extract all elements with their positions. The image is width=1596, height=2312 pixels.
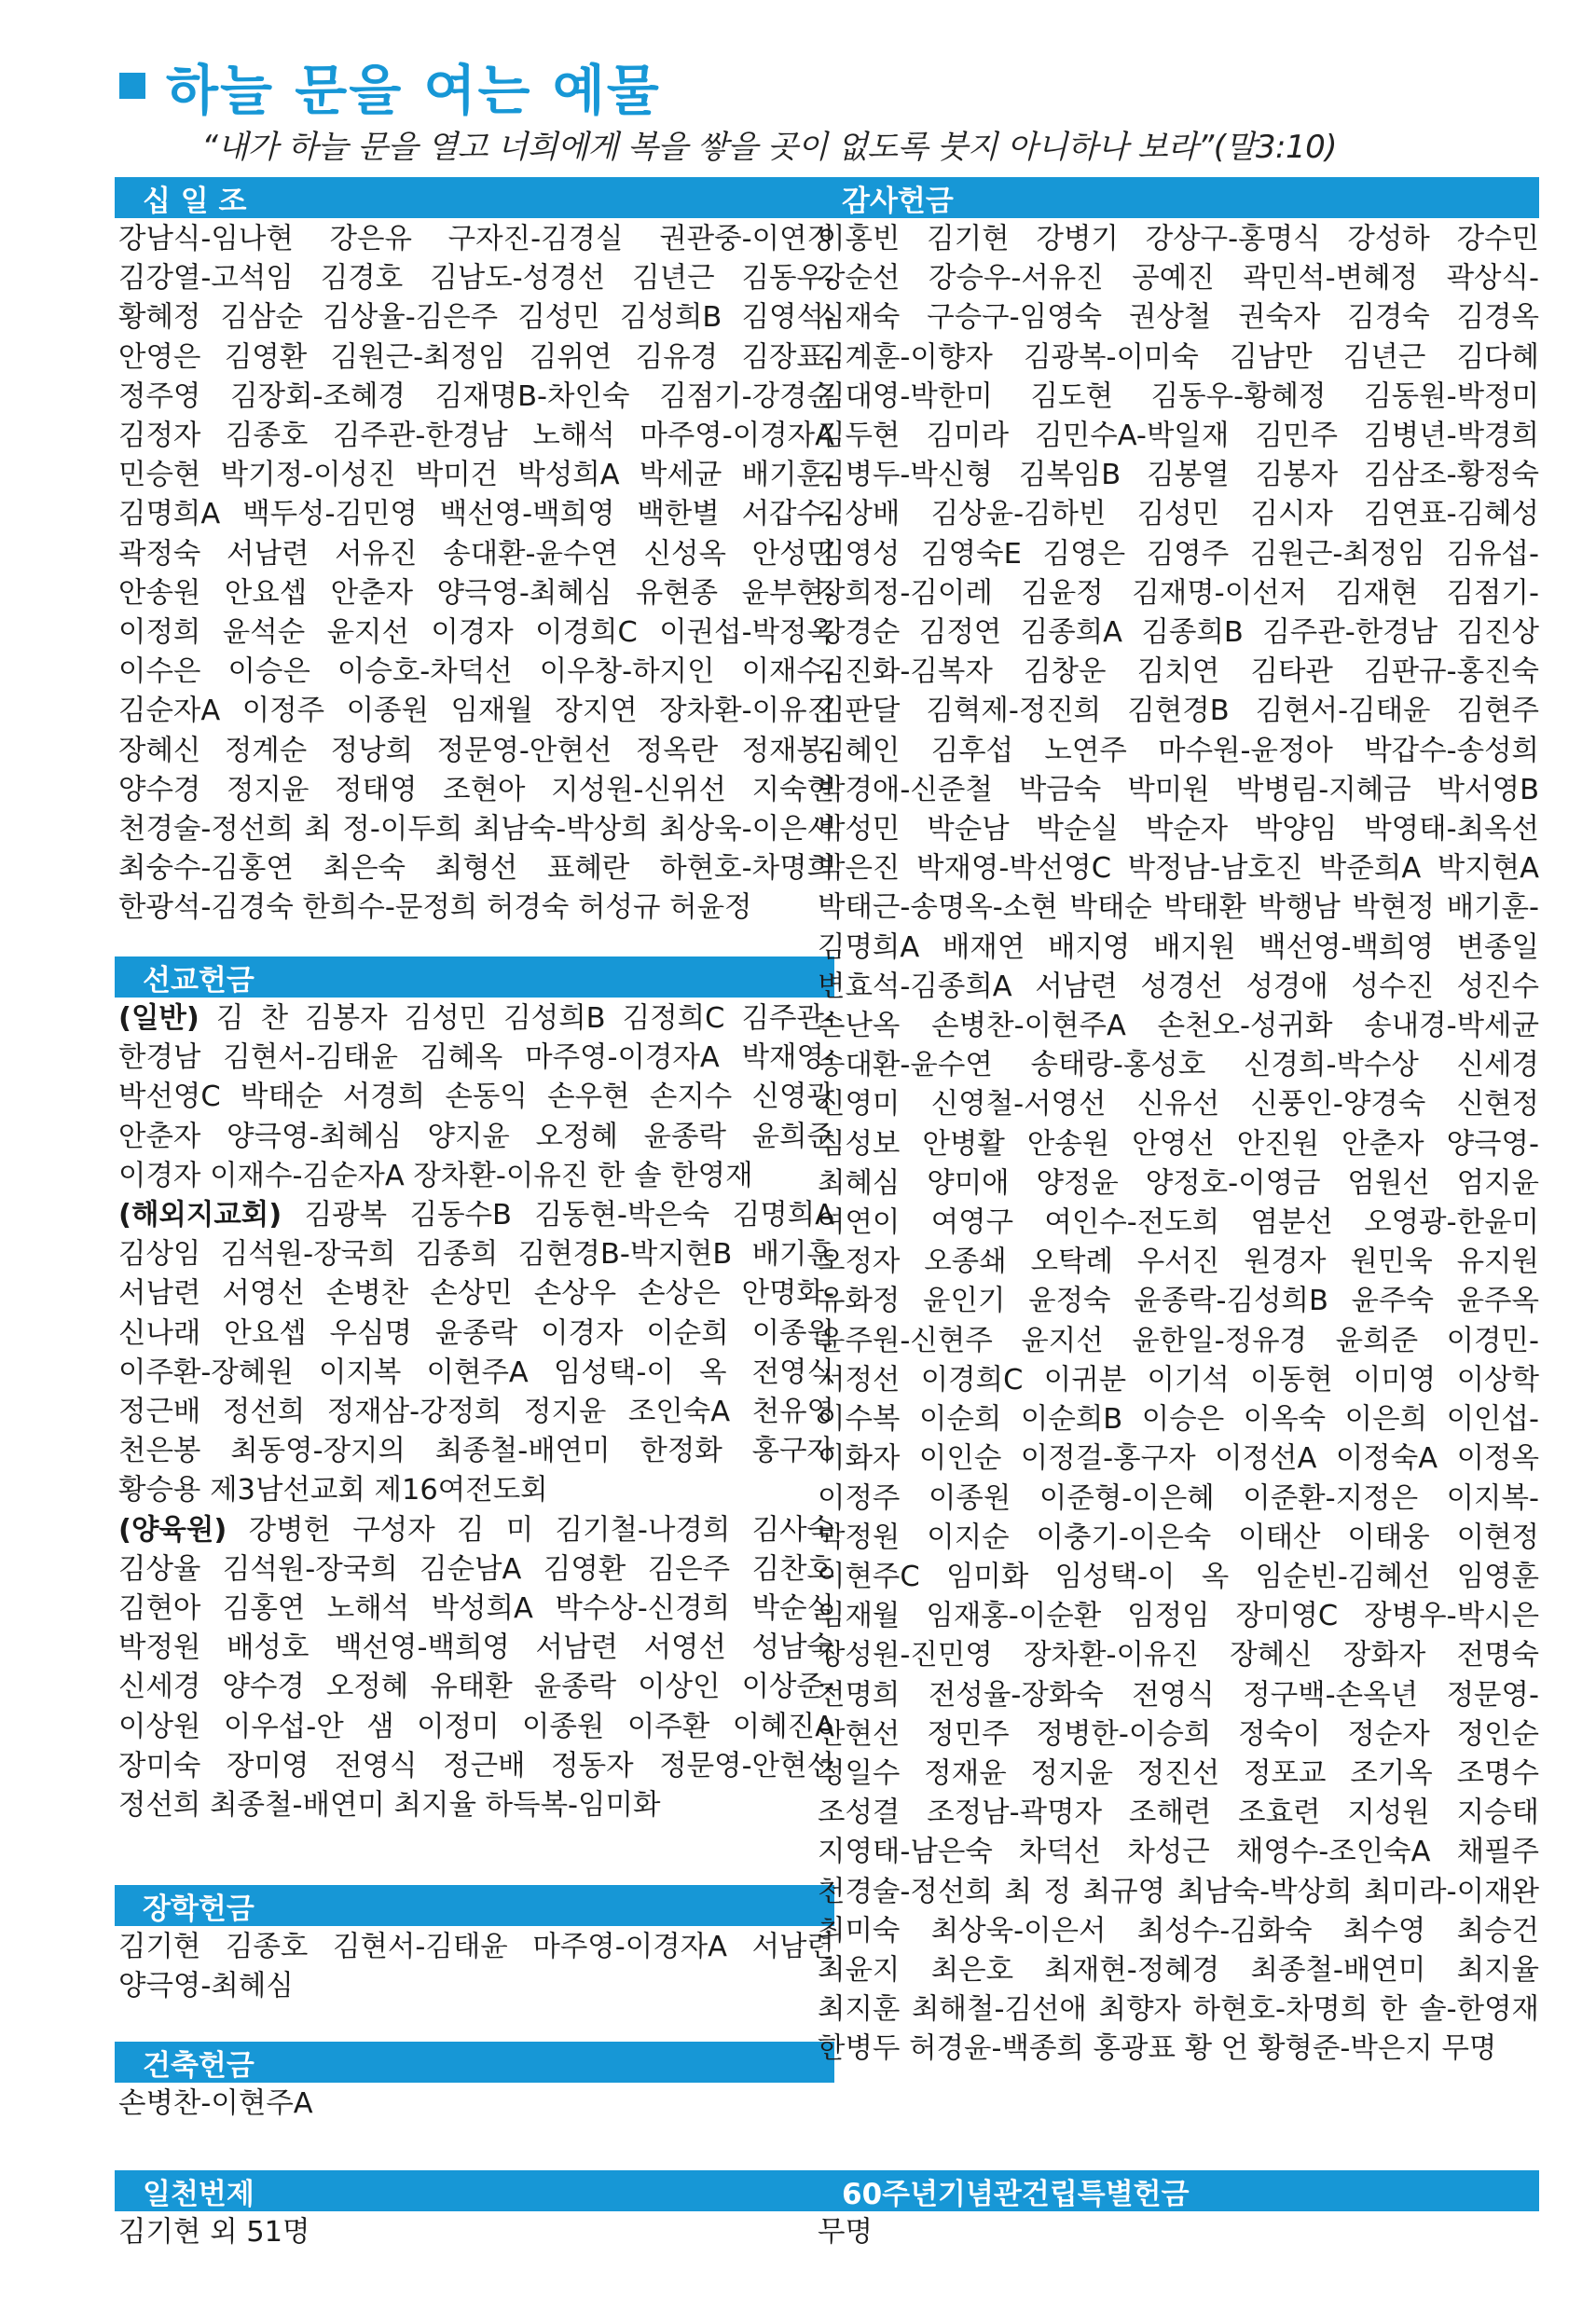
section-body-tithe: 강남식-임나현 강은유 구자진-김경실 권관중-이연경 김강열-고석임 김경호 김남도-성경선 김년근 김동우-황혜정 김삼순 김상율-김은주 김성민 김성희B 김영석-안영은 김영환 김원근-최정임 김위연 김유경 김장표-정주영 김장회-조혜경 김재명B-차인숙 김점기-강경순 김정자 김종호 김주관-한경남 노해석 마주영-이경자A 민승현 박기정-이성진 박미건 박성희A 박세균 배기훈-김명희A 백두성-김민영 백선영-백희영 백한별 서갑수-곽정숙 서남련 서유진 송대환-윤수연 신성옥 안성민 안송원 안요셉 안춘자 양극영-최혜심 유현종 윤부현-이정희 윤석순 윤지선 이경자 이경희C 이권섭-박정옥 이수은 이승은 이승호-차덕선 이우창-하지인 이재수-김순자A 이정주 이종원 임재월 장지연 장차환-이유진 장혜신 정계순 정낭희 정문영-안현선 정옥란 정재봉-양수경 정지윤 정태영 조현아 지성원-신위선 지숙현 천경술-정선희 최 정-이두희 최남숙-박상희 최상욱-이은서 최숭수-김홍연 최은숙 최형선 표혜란 하현호-차명희 한광석-김경숙 한희수-문정희 허경숙 허성규 허윤정	[118, 223, 834, 925]
category-label: (해외지교회)	[118, 1199, 282, 1232]
section-body-mission	[115, 998, 834, 1825]
section-anniversary	[814, 2170, 1539, 2252]
mission-nursing	[118, 1511, 834, 1826]
page-title: 하늘 문을 여는 예물	[166, 59, 661, 122]
section-scholarship	[115, 1885, 834, 2006]
section-tithe	[115, 177, 834, 929]
section-body-anniversary: 무명	[818, 2216, 873, 2249]
section-header-tithe: 십 일 조	[115, 177, 834, 218]
mission-general	[118, 999, 834, 1196]
section-header-thanks: 감사헌금	[814, 177, 1539, 218]
section-mission	[115, 956, 834, 1825]
section-building	[115, 2042, 834, 2124]
mission-overseas-names: 김광복 김동수B 김동현-박은숙 김명희A 김상임 김석원-장국희 김종희 김현경B-박지현B 배기훈 서남련 서영선 손병찬 손상민 손상우 손상은 안명화-신나래 안요셉 우심명 윤종락 이경자 이순희 이종원 이주환-장혜원 이지복 이현주A 임성택-이 옥 전영식 정근배 정선희 정재삼-강정희 정지윤 조인숙A 천유영 천은봉 최동영-장지의 최종철-배연미 한정화 홍구자 황승용 제3남선교회 제16여전도회	[118, 1199, 834, 1507]
square-bullet-icon	[119, 73, 145, 99]
section-body-thanks: 이홍빈 김기현 강병기 강상구-홍명식 강성하 강수민 강순선 강승우-서유진 공예진 곽민석-변혜정 곽상식-심재숙 구승구-임영숙 권상철 권숙자 김경숙 김경옥 김계훈-이향자 김광복-이미숙 김남만 김년근 김다혜 김대영-박한미 김도현 김동우-황혜정 김동원-박정미 김두현 김미라 김민수A-박일재 김민주 김병년-박경희 김병두-박신형 김복임B 김봉열 김봉자 김삼조-황정숙 김상배 김상윤-김하빈 김성민 김시자 김연표-김혜성 김영성 김영숙E 김영은 김영주 김원근-최정임 김유섭-장희정-김이레 김윤정 김재명-이선저 김재현 김점기-강경순 김정연 김종희A 김종희B 김주관-한경남 김진상 김진화-김복자 김창운 김치연 김타관 김판규-홍진숙 김판달 김혁제-정진희 김현경B 김현서-김태윤 김현주 김혜인 김후섭 노연주 마수원-윤정아 박갑수-송성희 박경애-신준철 박금숙 박미원 박병림-지혜금 박서영B 박성민 박순남 박순실 박순자 박양임 박영태-최옥선 박은진 박재영-박선영C 박정남-남호진 박준희A 박지현A 박태근-송명옥-소현 박태순 박태환 박행남 박현정 배기훈-김명희A 배재연 배지영 배지원 백선영-백희영 변종일 변효석-김종희A 서남련 성경선 성경애 성수진 성진수 손난옥 손병찬-이현주A 손천오-성귀화 송내경-박세균 송대환-윤수연 송태랑-홍성호 신경희-박수상 신세경 신영미 신영철-서영선 신유선 신풍인-양경숙 신현정 심성보 안병활 안송원 안영선 안진원 안춘자 양극영-최혜심 양미애 양정윤 양정호-이영금 엄원선 엄지윤 여연이 여영구 여인수-전도희 염분선 오영광-한윤미 오정자 오종쇄 오탁례 우서진 원경자 원민욱 유지원 유화정 윤인기 윤정숙 윤종락-김성희B 윤주숙 윤주옥 윤주원-신현주 윤지선 윤한일-정유경 윤희준 이경민-서정선 이경희C 이귀분 이기석 이동현 이미영 이상학 이수복 이순희 이순희B 이승은 이옥숙 이은희 이인섭-이화자 이인순 이정걸-홍구자 이정선A 이정숙A 이정옥 이정주 이종원 이준형-이은혜 이준환-지정은 이지복-박정원 이지순 이충기-이은숙 이태산 이태웅 이현정 이현주C 임미화 임성택-이 옥 임순빈-김혜선 임영훈 임재월 임재홍-이순환 임정임 장미영C 장병우-박시은 장성원-진민영 장차환-이유진 장혜신 장화자 전명숙 전명희 전성율-장화숙 전영식 정구백-손옥년 정문영-안현선 정민주 정병한-이승희 정숙이 정순자 정인순 정일수 정재윤 정지윤 정진선 정포교 조기옥 조명수 조성결 조정남-곽명자 조해련 조효련 지성원 지승태 지영태-남은숙 차덕선 차성근 채영수-조인숙A 채필주 천경술-정선희 최 정 최규영 최남숙-박상희 최미라-이재완 최미숙 최상욱-이은서 최성수-김화숙 최수영 최승건 최윤지 최은호 최재현-정혜경 최종철-배연미 최지율 최지훈 최해철-김선애 최향자 하현호-차명희 한 솔-한영재 한병두 허경윤-백종희 홍광표 황 언 황형준-박은지 무명	[818, 223, 1539, 2066]
section-body-building: 손병찬-이현주A	[118, 2087, 313, 2120]
page-header	[119, 52, 661, 122]
section-daily-1000	[115, 2170, 834, 2252]
section-body-scholarship: 김기현 김종호 김현서-김태윤 마주영-이경자A 서남련 양극영-최혜심	[118, 1931, 834, 2003]
scripture-quote: “내가 하늘 문을 열고 너희에게 복을 쌓을 곳이 없도록 붓지 아니하나 보라”(말3:10)	[201, 129, 1337, 166]
section-header-anniversary: 60주년기념관건립특별헌금	[814, 2170, 1539, 2211]
section-header-daily-1000: 일천번제	[115, 2170, 834, 2211]
mission-nursing-names: 강병헌 구성자 김 미 김기철-나경희 김사숙 김상율 김석원-장국희 김순남A 김영환 김은주 김찬호 김현아 김홍연 노해석 박성희A 박수상-신경희 박순실 박정원 배성호 백선영-백희영 서남련 서영선 성남숙 신세경 양수경 오정혜 유태환 윤종락 이상인 이상준-이상원 이우섭-안 샘 이정미 이종원 이주환 이혜진A 장미숙 장미영 전영식 정근배 정동자 정문영-안현선 정선희 최종철-배연미 최지율 하득복-임미화	[118, 1513, 834, 1823]
category-label: (양육원)	[118, 1513, 227, 1547]
section-header-scholarship: 장학헌금	[115, 1885, 834, 1926]
section-body-daily-1000: 김기현 외 51명	[118, 2216, 310, 2249]
section-thanks	[814, 177, 1539, 2070]
section-header-building: 건축헌금	[115, 2042, 834, 2083]
mission-general-names: 김 찬 김봉자 김성민 김성희B 김정희C 김주관-한경남 김현서-김태윤 김혜옥 마주영-이경자A 박재영-박선영C 박태순 서경희 손동익 손우현 손지수 신영광 안춘자 양극영-최혜심 양지윤 오정혜 윤종락 윤희준 이경자 이재수-김순자A 장차환-이유진 한 솔 한영재	[118, 1002, 834, 1192]
section-header-mission: 선교헌금	[115, 956, 834, 998]
mission-overseas	[118, 1196, 834, 1511]
category-label: (일반)	[118, 1002, 200, 1035]
